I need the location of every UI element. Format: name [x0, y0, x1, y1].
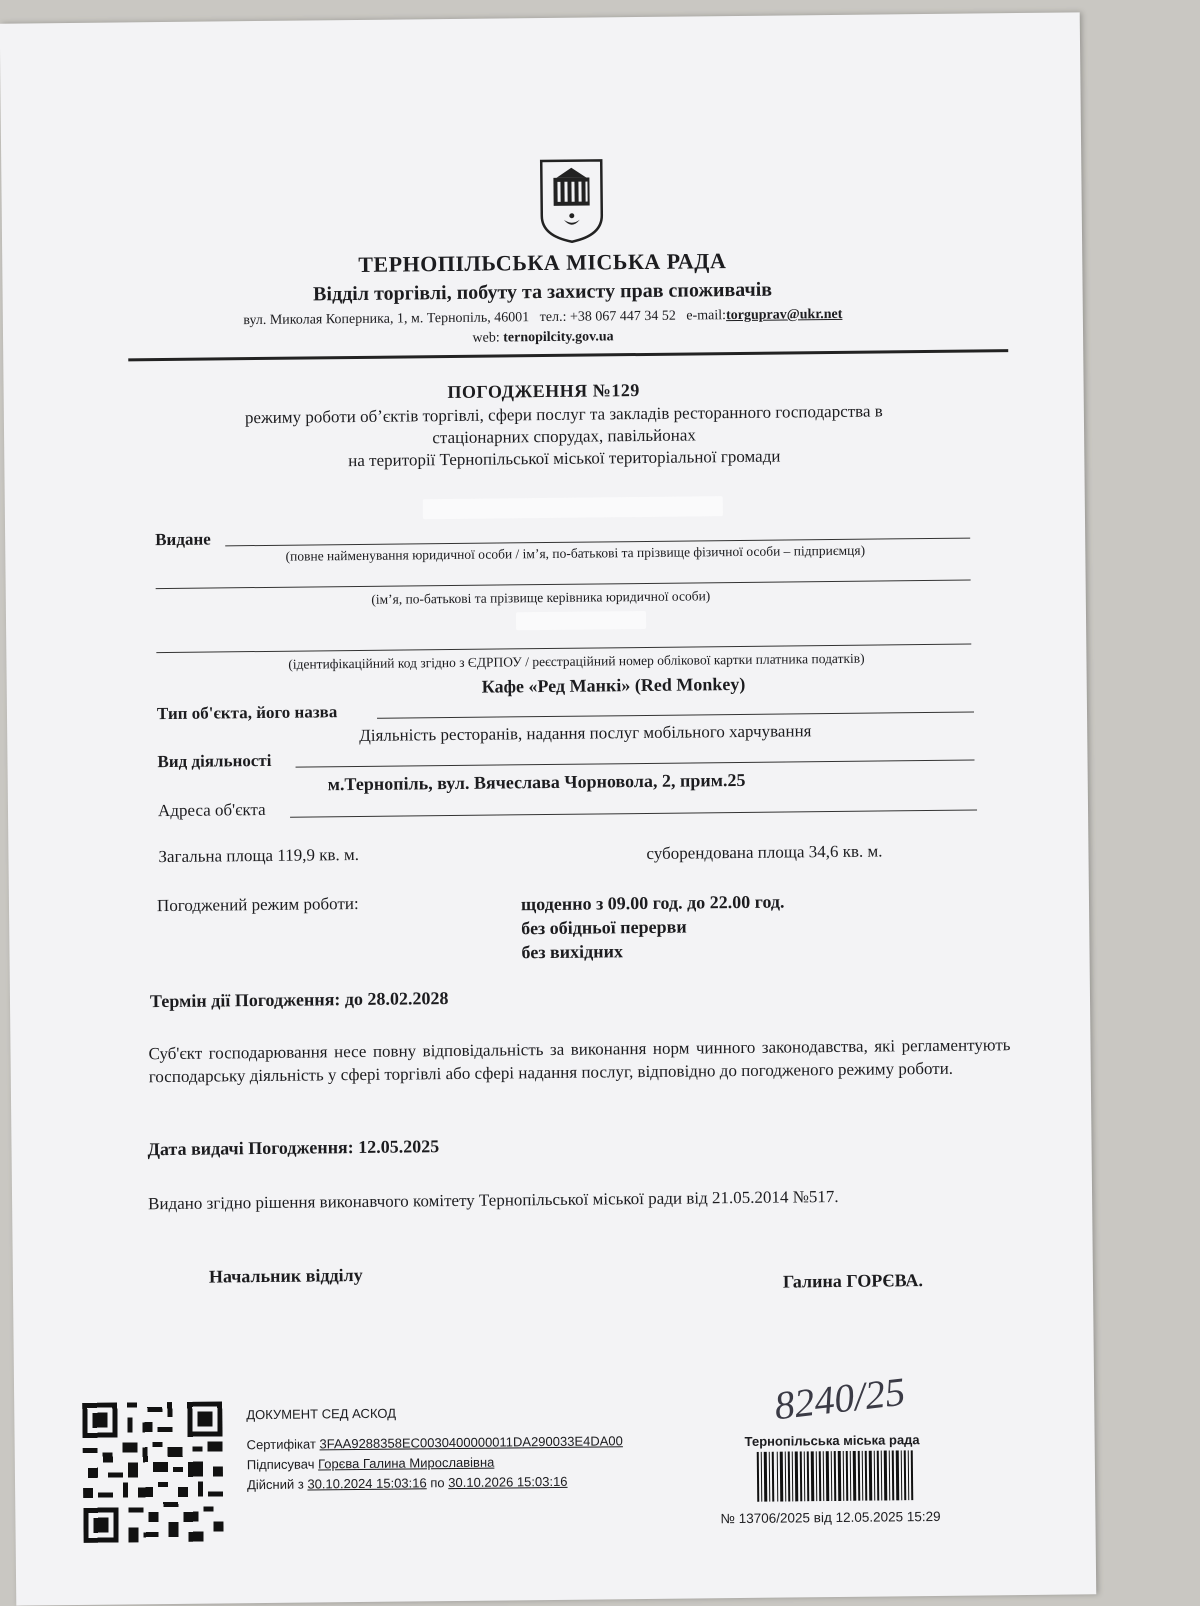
subtitle-line-3: на території Тернопільської міської територіальної громади [348, 446, 781, 471]
issued-caption: (повне найменування юридичної особи / ім’я, по-батькові та прізвище фізичної особи – підприємця) [285, 542, 866, 564]
object-value: Кафе «Ред Манкі» (Red Monkey) [481, 673, 746, 697]
signer-value: Горєва Галина Мирославівна [318, 1454, 495, 1472]
object-line [377, 712, 974, 719]
signatory-name: Галина ГОРЄВА. [782, 1270, 924, 1292]
activity-value: Діяльність ресторанів, надання послуг мобільного харчування [359, 721, 812, 745]
basis-text: Видано згідно рішення виконавчого комітету Тернопільської міської ради від 21.05.2014 №517. [148, 1186, 839, 1214]
e-doc-label: ДОКУМЕНТ СЕД АСКОД [246, 1405, 397, 1423]
header-divider [128, 349, 1008, 361]
council-name: ТЕРНОПІЛЬСЬКА МІСЬКА РАДА [358, 248, 727, 277]
address-line [290, 810, 977, 818]
address-label: Адреса об'єкта [157, 799, 266, 821]
validity-row [247, 1472, 568, 1495]
document-title: ПОГОДЖЕННЯ №129 [447, 380, 640, 403]
qr-code-icon [82, 1401, 223, 1542]
valid-from: 30.10.2024 15:03:16 [307, 1475, 427, 1492]
web-label: web: [472, 330, 500, 346]
schedule-line-1: щоденно з 09.00 год. до 22.00 год. [520, 891, 785, 915]
responsibility-text: Суб'єкт господарювання несе повну відповідальність за виконання норм чинного законодавства, які регламентують господарську діяльність у сфері торгівлі або сфері надання послуг, відповідно до погодженого режиму роботи. [148, 1035, 1011, 1087]
certificate-value: 3FAA9288358EC0030400000011DA290033E4DA00 [319, 1433, 623, 1452]
activity-label: Вид діяльності [157, 750, 272, 772]
head-caption: (ім’я, по-батькові та прізвище керівника юридичної особи) [371, 588, 711, 607]
certificate-label: Сертифікат [246, 1436, 316, 1453]
barcode-icon [755, 1450, 916, 1502]
sublease-area: суборендована площа 34,6 кв. м. [646, 841, 883, 863]
subtitle-line-1: режиму роботи об’єктів торгівлі, сфери послуг та закладів ресторанного господарства в [244, 401, 883, 428]
city-emblem-icon [538, 157, 605, 244]
address-value: м.Тернопіль, вул. Вячеслава Чорновола, 2, прим.25 [327, 769, 746, 795]
subtitle-line-2: стаціонарних спорудах, павільйонах [432, 425, 696, 448]
schedule-line-3: без вихідних [521, 941, 624, 963]
web-link[interactable]: ternopilcity.gov.ua [503, 329, 614, 346]
registration-org: Тернопільська міська рада [744, 1432, 920, 1449]
valid-to-label: по [430, 1475, 445, 1491]
valid-to: 30.10.2026 15:03:16 [448, 1473, 568, 1491]
validity-term: Термін дії Погодження: до 28.02.2028 [149, 988, 449, 1012]
schedule-line-2: без обідньої перерви [521, 916, 687, 939]
issued-label: Видане [155, 529, 211, 550]
object-label: Тип об'єкта, його назва [156, 702, 338, 724]
code-caption: (ідентифікаційний код згідно з ЄДРПОУ / реєстраційний номер облікової картки платника податків) [288, 650, 865, 672]
valid-from-label: Дійсний з [246, 1476, 304, 1493]
signer-label: Підписувач [246, 1456, 315, 1473]
document-page [0, 12, 1096, 1605]
signer-row [247, 1453, 495, 1476]
schedule-label: Погоджений режим роботи: [156, 893, 359, 916]
postal-address: вул. Миколая Коперника, 1, м. Тернопіль, 46001 [243, 310, 530, 329]
activity-line [296, 760, 975, 768]
redacted-name [423, 496, 723, 519]
department-name: Відділ торгівлі, побуту та захисту прав споживачів [312, 278, 773, 306]
certificate-row [247, 1431, 623, 1455]
email-label: e-mail: [686, 308, 727, 324]
redacted-code [516, 611, 646, 630]
total-area: Загальна площа 119,9 кв. м. [158, 844, 360, 867]
signatory-position: Начальник відділу [208, 1264, 363, 1287]
phone-number: тел.: +38 067 447 34 52 [539, 308, 676, 326]
handwritten-number: 8240/25 [772, 1368, 908, 1429]
issue-date: Дата видачі Погодження: 12.05.2025 [147, 1136, 440, 1160]
registration-number: № 13706/2025 від 12.05.2025 15:29 [720, 1508, 941, 1527]
email-link[interactable]: torguprav@ukr.net [725, 306, 843, 324]
